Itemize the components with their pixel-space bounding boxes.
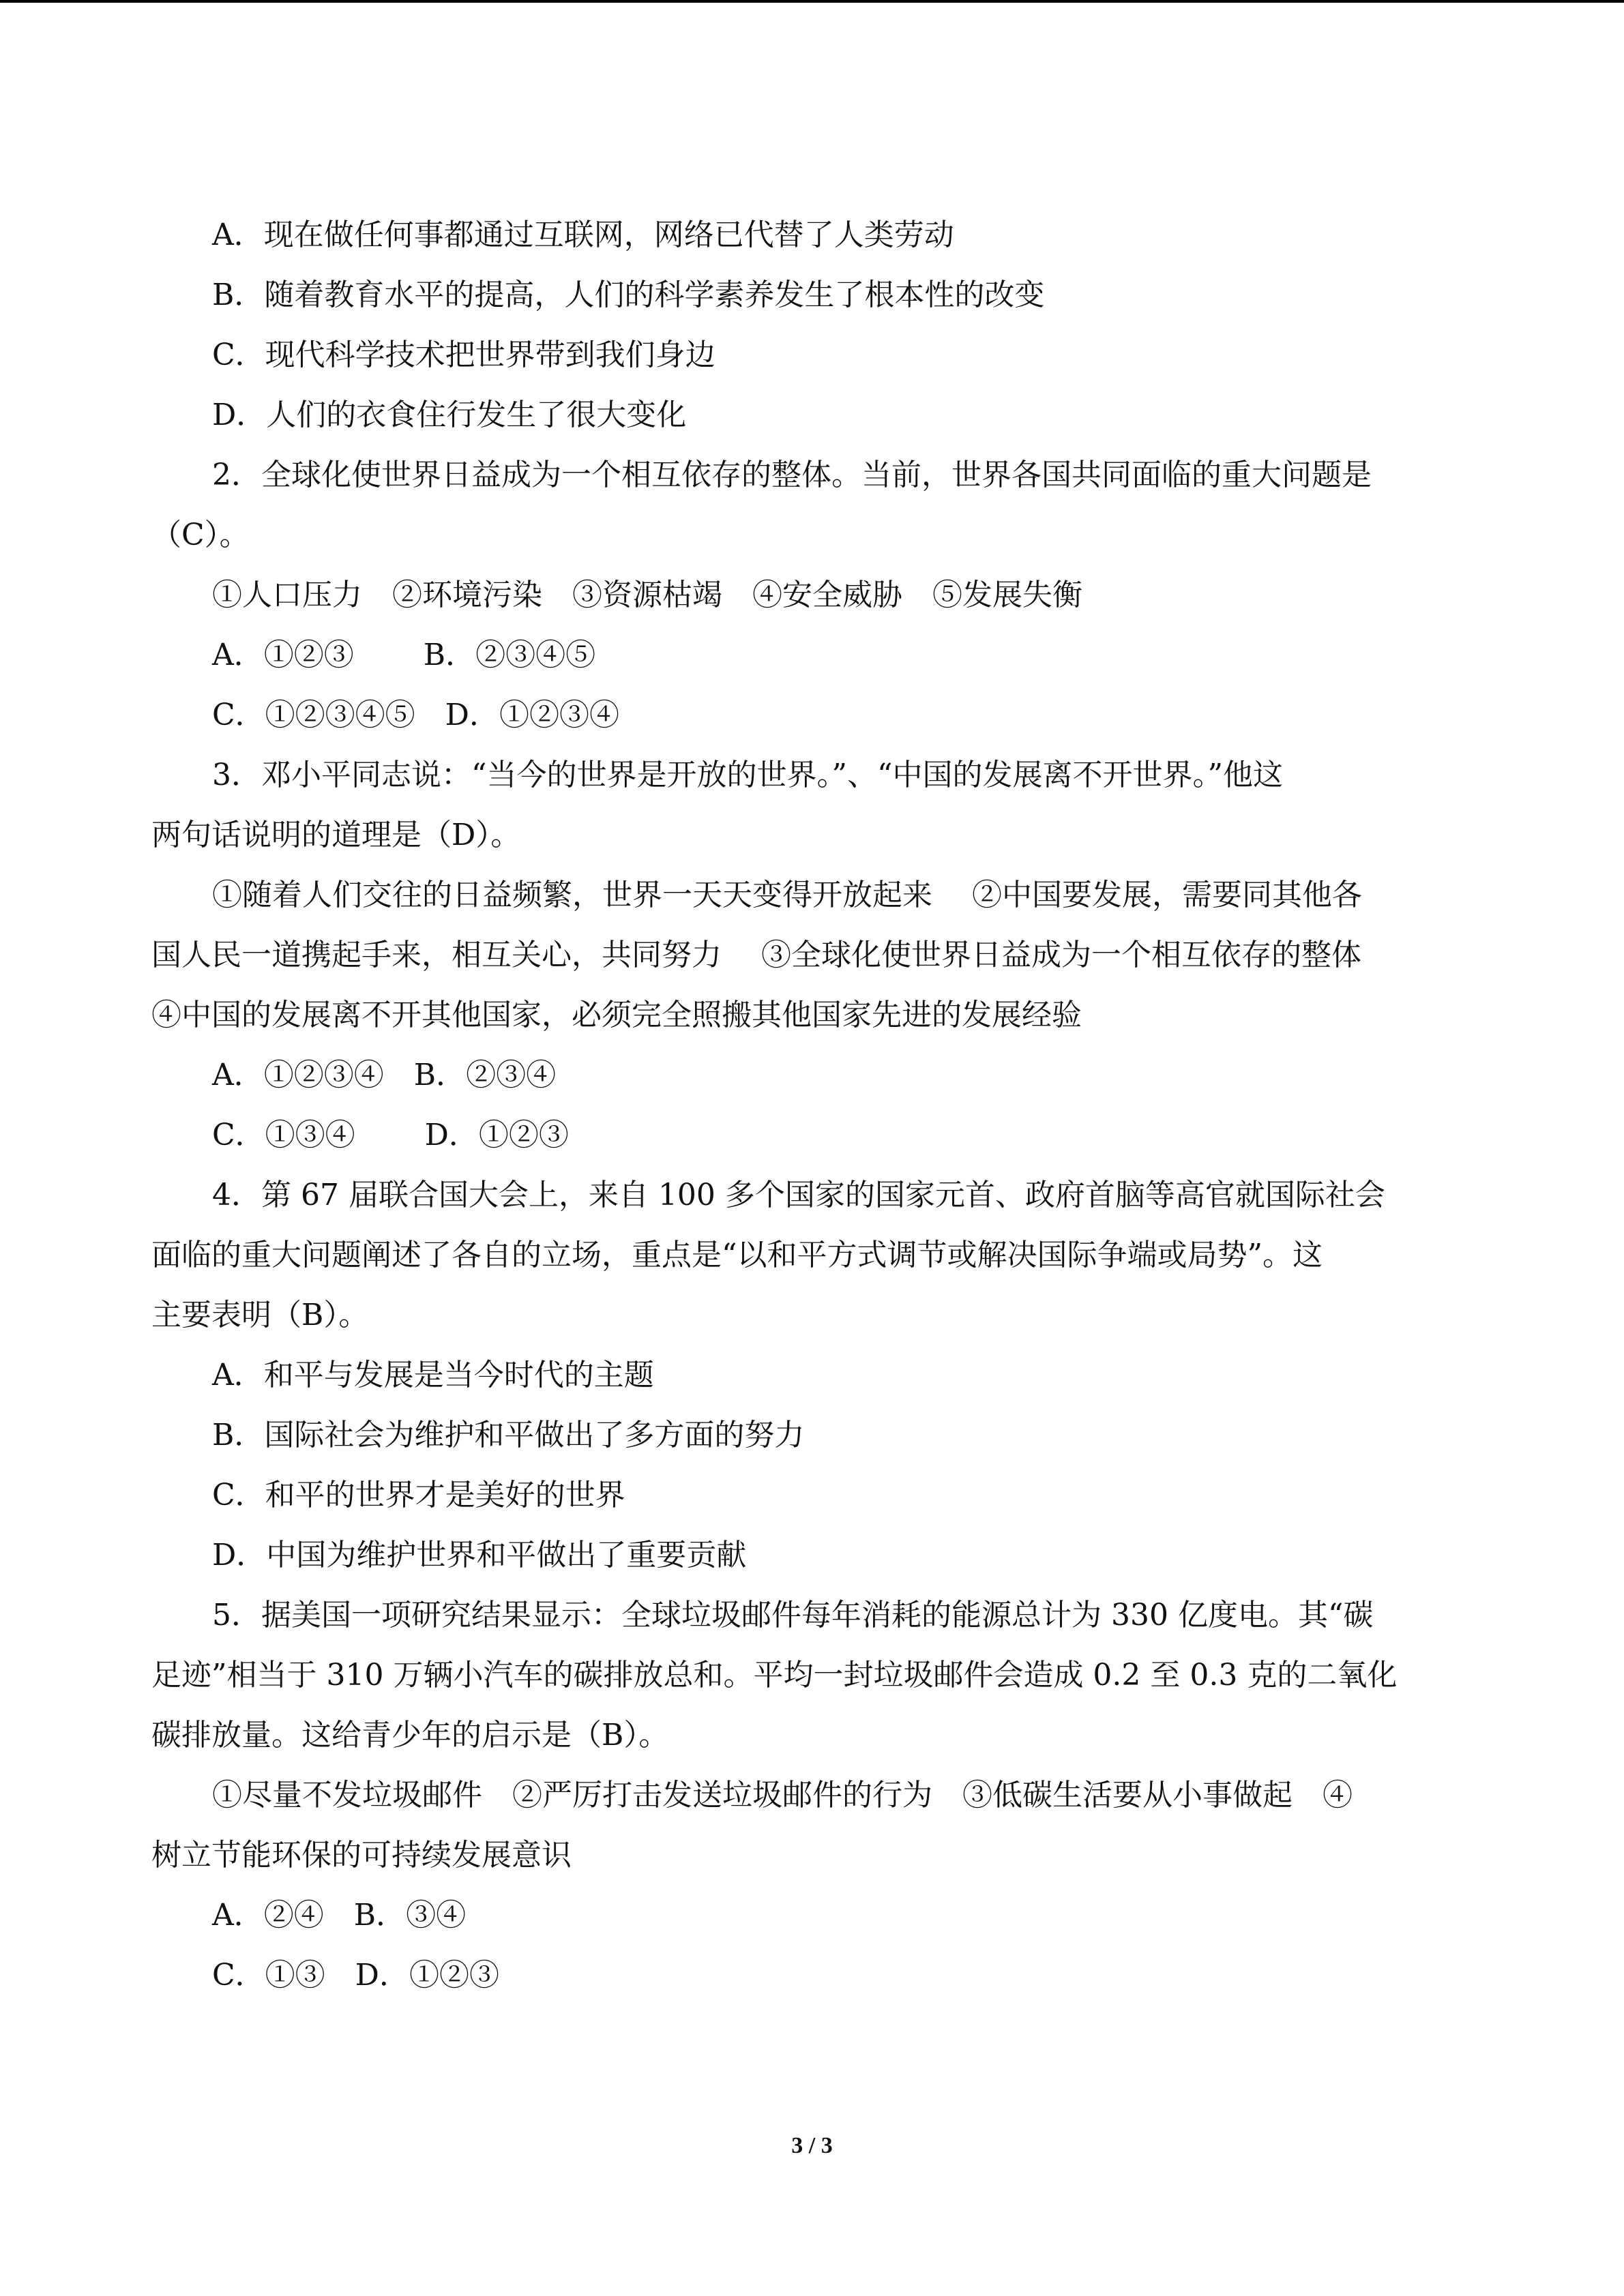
q1-option-d: D．人们的衣食住行发生了很大变化 <box>212 398 687 432</box>
q1-option-c: C．现代科学技术把世界带到我们身边 <box>212 338 715 372</box>
q3-options-ab: A．①②③④ B．②③④ <box>212 1058 557 1092</box>
q2-stem-line-2: （C）。 <box>151 518 250 552</box>
page-top-border <box>0 0 1624 3</box>
q5-stem-line-3: 碳排放量。这给青少年的启示是（B）。 <box>151 1718 669 1753</box>
q3-stem-line-1: 3．邓小平同志说：“当今的世界是开放的世界。”、“中国的发展离不开世界。”他这 <box>212 758 1283 792</box>
q5-items-line-1: ①尽量不发垃圾邮件 ②严厉打击发送垃圾邮件的行为 ③低碳生活要从小事做起 ④ <box>212 1778 1353 1813</box>
q3-items-line-2: 国人民一道携起手来，相互关心，共同努力 ③全球化使世界日益成为一个相互依存的整体 <box>151 938 1361 972</box>
q5-options-ab: A．②④ B．③④ <box>212 1898 467 1933</box>
q2-stem-line-1: 2．全球化使世界日益成为一个相互依存的整体。当前，世界各国共同面临的重大问题是 <box>212 458 1372 492</box>
q3-items-line-1: ①随着人们交往的日益频繁，世界一天天变得开放起来 ②中国要发展，需要同其他各 <box>212 878 1362 912</box>
q1-option-a: A．现在做任何事都通过互联网，网络已代替了人类劳动 <box>212 218 954 252</box>
q2-options-cd: C．①②③④⑤ D．①②③④ <box>212 698 619 732</box>
q3-options-cd: C．①③④ D．①②③ <box>212 1118 569 1152</box>
q5-options-cd: C．①③ D．①②③ <box>212 1958 499 1993</box>
q4-stem-line-1: 4．第 67 届联合国大会上，来自 100 多个国家的国家元首、政府首脑等高官就国际社会 <box>212 1178 1385 1212</box>
q1-option-b: B．随着教育水平的提高，人们的科学素养发生了根本性的改变 <box>212 278 1045 312</box>
q3-stem-line-2: 两句话说明的道理是（D）。 <box>151 818 521 852</box>
q4-stem-line-3: 主要表明（B）。 <box>151 1298 369 1332</box>
q2-items: ①人口压力 ②环境污染 ③资源枯竭 ④安全威胁 ⑤发展失衡 <box>212 578 1082 612</box>
q4-option-c: C．和平的世界才是美好的世界 <box>212 1478 625 1512</box>
q4-option-b: B．国际社会为维护和平做出了多方面的努力 <box>212 1418 805 1452</box>
q2-options-ab: A．①②③ B．②③④⑤ <box>212 638 596 672</box>
q5-stem-line-1: 5．据美国一项研究结果显示：全球垃圾邮件每年消耗的能源总计为 330 亿度电。其“碳 <box>212 1598 1374 1632</box>
q4-option-d: D．中国为维护世界和平做出了重要贡献 <box>212 1538 747 1572</box>
q5-items-line-2: 树立节能环保的可持续发展意识 <box>151 1838 572 1873</box>
q5-stem-line-2: 足迹”相当于 310 万辆小汽车的碳排放总和。平均一封垃圾邮件会造成 0.2 至 0.3 克的二氧化 <box>151 1658 1398 1693</box>
q4-stem-line-2: 面临的重大问题阐述了各自的立场，重点是“以和平方式调节或解决国际争端或局势”。这 <box>151 1238 1323 1272</box>
page-number: 3 / 3 <box>791 2133 833 2158</box>
q4-option-a: A．和平与发展是当今时代的主题 <box>212 1358 654 1392</box>
q3-items-line-3: ④中国的发展离不开其他国家，必须完全照搬其他国家先进的发展经验 <box>151 998 1082 1032</box>
